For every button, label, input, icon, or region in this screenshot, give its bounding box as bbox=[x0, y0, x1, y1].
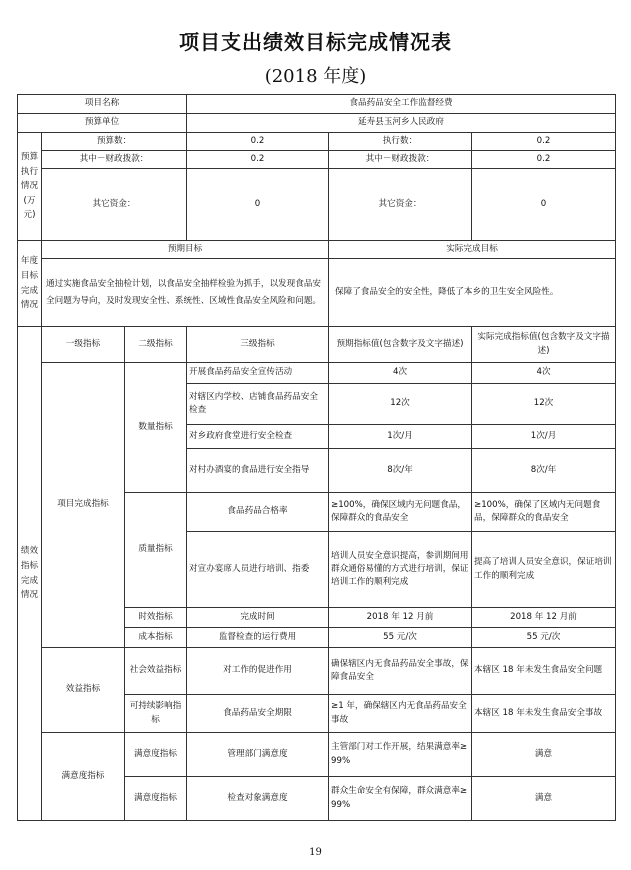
indicator-name: 对工作的促进作用 bbox=[187, 648, 329, 695]
indicator-actual: 本辖区 18 年未发生食品安全问题 bbox=[472, 648, 616, 695]
other-label: 其它资金： bbox=[42, 169, 187, 241]
indicator-actual: 满意 bbox=[472, 777, 616, 821]
col-level2-header: 二级指标 bbox=[125, 327, 187, 363]
page-number: 19 bbox=[309, 847, 322, 858]
sub-sustain: 可持续影响指标 bbox=[125, 695, 187, 733]
indicator-name: 对宣办宴席人员进行培训、指委 bbox=[187, 532, 329, 608]
indicator-expected: 8次/年 bbox=[329, 449, 472, 493]
sub-timeliness: 时效指标 bbox=[125, 608, 187, 628]
budget-unit-label: 预算单位 bbox=[18, 114, 187, 133]
indicator-actual: 满意 bbox=[472, 733, 616, 777]
indicator-name: 对辖区内学校、店铺食品药品安全检查 bbox=[187, 384, 329, 425]
indicator-name: 食品药品安全期限 bbox=[187, 695, 329, 733]
page-title: 项目支出绩效目标完成情况表 bbox=[179, 30, 452, 54]
indicator-actual: 12次 bbox=[472, 384, 616, 425]
indicator-name: 食品药品合格率 bbox=[187, 493, 329, 532]
group-satisfaction: 满意度指标 bbox=[42, 733, 125, 821]
fiscal-label: 其中－财政拨款： bbox=[42, 151, 187, 169]
other-value: 0 bbox=[187, 169, 329, 241]
budget-unit-value: 延寿县玉河乡人民政府 bbox=[187, 114, 616, 133]
project-name-value: 食品药品安全工作监督经费 bbox=[187, 95, 616, 114]
indicator-expected: 主管部门对工作开展，结果满意率≥99% bbox=[329, 733, 472, 777]
indicator-name: 开展食品药品安全宣传活动 bbox=[187, 363, 329, 384]
indicator-actual: 提高了培训人员安全意识，保证培训工作的顺利完成 bbox=[472, 532, 616, 608]
sub-quality: 质量指标 bbox=[125, 493, 187, 608]
sub-satisfaction: 满意度指标 bbox=[125, 777, 187, 821]
fiscal-exec-value: 0.2 bbox=[472, 151, 616, 169]
other-exec-label: 其它资金： bbox=[329, 169, 472, 241]
page-subtitle: (2018 年度) bbox=[264, 66, 367, 87]
indicator-actual: 本辖区 18 年未发生食品安全事故 bbox=[472, 695, 616, 733]
group-completion: 项目完成指标 bbox=[42, 363, 125, 648]
indicator-expected: 培训人员安全意识提高，参训期间用群众通俗易懂的方式进行培训，保证培训工作的顺利完成 bbox=[329, 532, 472, 608]
other-exec-value: 0 bbox=[472, 169, 616, 241]
indicator-name: 对村办酒宴的食品进行安全指导 bbox=[187, 449, 329, 493]
indicator-actual: 2018 年 12 月前 bbox=[472, 608, 616, 628]
indicator-expected: ≥1 年，确保辖区内无食品药品安全事故 bbox=[329, 695, 472, 733]
sub-social: 社会效益指标 bbox=[125, 648, 187, 695]
budget-value: 0.2 bbox=[187, 133, 329, 151]
exec-value: 0.2 bbox=[472, 133, 616, 151]
annual-section-label: 年度目标完成情况 bbox=[18, 241, 42, 327]
indicator-actual: 1次/月 bbox=[472, 425, 616, 449]
indicator-name: 检查对象满意度 bbox=[187, 777, 329, 821]
col-actual-header: 实际完成指标值(包含数字及文字描述) bbox=[472, 327, 616, 363]
exec-label: 执行数： bbox=[329, 133, 472, 151]
expected-target-header: 预期目标 bbox=[42, 241, 329, 259]
expected-target-text: 通过实施食品安全抽检计划，以食品安全抽样检验为抓手，以发现食品安全问题为导向，及时发现安全性、系统性、区域性食品安全风险和问题。 bbox=[42, 259, 329, 327]
indicator-actual: 55 元/次 bbox=[472, 628, 616, 648]
indicator-name: 完成时间 bbox=[187, 608, 329, 628]
budget-section-label: 预算执行情况(万元) bbox=[18, 133, 42, 241]
indicator-name: 管理部门满意度 bbox=[187, 733, 329, 777]
performance-table bbox=[17, 94, 616, 821]
indicator-expected: 1次/月 bbox=[329, 425, 472, 449]
actual-target-text: 保障了食品安全的安全性，降低了本乡的卫生安全风险性。 bbox=[329, 259, 616, 327]
sub-cost: 成本指标 bbox=[125, 628, 187, 648]
fiscal-exec-label: 其中－财政拨款： bbox=[329, 151, 472, 169]
indicator-actual: 4次 bbox=[472, 363, 616, 384]
indicator-expected: 2018 年 12 月前 bbox=[329, 608, 472, 628]
col-expected-header: 预期指标值(包含数字及文字描述) bbox=[329, 327, 472, 363]
indicator-expected: 4次 bbox=[329, 363, 472, 384]
col-level1-header: 一级指标 bbox=[42, 327, 125, 363]
actual-target-header: 实际完成目标 bbox=[329, 241, 616, 259]
col-level3-header: 三级指标 bbox=[187, 327, 329, 363]
sub-satisfaction: 满意度指标 bbox=[125, 733, 187, 777]
fiscal-value: 0.2 bbox=[187, 151, 329, 169]
indicator-actual: ≥100%，确保了区域内无问题食品，保障群众的食品安全 bbox=[472, 493, 616, 532]
sub-quantity: 数量指标 bbox=[125, 363, 187, 493]
indicator-expected: 12次 bbox=[329, 384, 472, 425]
project-name-label: 项目名称 bbox=[18, 95, 187, 114]
indicator-name: 监督检查的运行费用 bbox=[187, 628, 329, 648]
indicator-actual: 8次/年 bbox=[472, 449, 616, 493]
perf-section-label: 绩效指标完成情况 bbox=[18, 327, 42, 821]
indicator-name: 对乡政府食堂进行安全检查 bbox=[187, 425, 329, 449]
indicator-expected: ≥100%，确保区域内无问题食品，保障群众的食品安全 bbox=[329, 493, 472, 532]
budget-label: 预算数： bbox=[42, 133, 187, 151]
indicator-expected: 确保辖区内无食品药品安全事故，保障食品安全 bbox=[329, 648, 472, 695]
indicator-expected: 55 元/次 bbox=[329, 628, 472, 648]
indicator-expected: 群众生命安全有保障，群众满意率≥99% bbox=[329, 777, 472, 821]
group-benefit: 效益指标 bbox=[42, 648, 125, 733]
